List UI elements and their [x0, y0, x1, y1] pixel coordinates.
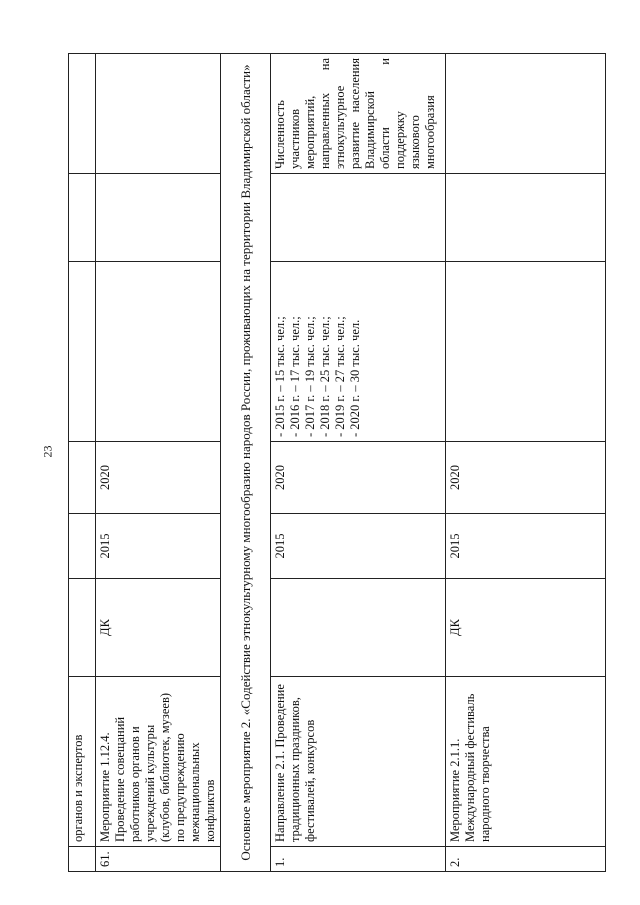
row-2-start: 2015 [446, 514, 606, 579]
cont-indicator-cell [69, 174, 96, 262]
row-61-activity: Мероприятие 1.12.4. Проведение совещаний работников органов и учреждений культуры (клубов, библиотек, музеев) по предупреждению межнациональных конфликтов [96, 677, 221, 847]
row-61-num: 61. [96, 847, 221, 872]
value-line: - 2015 г. – 15 тыс. чел.; [273, 316, 287, 437]
row-61-indicator [96, 174, 221, 262]
row-61-extra [96, 54, 221, 174]
program-table [68, 53, 606, 872]
row-2-gap [446, 174, 606, 262]
row-2-num: 2. [446, 847, 606, 872]
cont-executor-cell [69, 579, 96, 677]
row-1-gap [271, 174, 446, 262]
cont-start-cell [69, 514, 96, 579]
page-number: 23 [40, 445, 55, 458]
cont-extra-cell [69, 54, 96, 174]
rotated-page [68, 52, 608, 872]
value-line: - 2019 г. – 27 тыс. чел.; [333, 316, 347, 437]
row-1-indicator: Численность участников мероприятий, направленных на этнокультурное развитие населения Владимирской области и поддержку языкового многообразия [271, 54, 446, 174]
row-61-start: 2015 [96, 514, 221, 579]
row-1-values [271, 262, 446, 442]
table-row-1 [271, 54, 446, 872]
row-2-indicator [446, 54, 606, 174]
row-61-values [96, 262, 221, 442]
row-2-executor: ДК [446, 579, 606, 677]
row-1-activity: Направление 2.1. Проведение традиционных праздников, фестивалей, конкурсов [271, 677, 446, 847]
table-row-continuation [69, 54, 96, 872]
row-61-end: 2020 [96, 442, 221, 514]
section-header-row [221, 54, 271, 872]
value-line: - 2016 г. – 17 тыс. чел.; [288, 316, 302, 437]
row-2-activity: Мероприятие 2.1.1. Международный фестиваль народного творчества [446, 677, 606, 847]
value-line: - 2017 г. – 19 тыс. чел.; [303, 316, 317, 437]
row-1-num: 1. [271, 847, 446, 872]
row-1-start: 2015 [271, 514, 446, 579]
table-row-61 [96, 54, 221, 872]
value-line: - 2018 г. – 25 тыс. чел.; [318, 316, 332, 437]
cont-end-cell [69, 442, 96, 514]
row-2-end: 2020 [446, 442, 606, 514]
cont-values-cell [69, 262, 96, 442]
row-1-executor [271, 579, 446, 677]
value-line: - 2020 г. – 30 тыс. чел. [348, 319, 362, 437]
section-title: Основное мероприятие 2. «Содействие этнокультурному многообразию народов России, проживающих на территории Владимирской области» [221, 54, 271, 872]
table-row-2 [446, 54, 606, 872]
cont-activity-cell: органов и экспертов [69, 677, 96, 847]
cont-num-cell [69, 847, 96, 872]
row-1-end: 2020 [271, 442, 446, 514]
row-2-values [446, 262, 606, 442]
row-61-executor: ДК [96, 579, 221, 677]
